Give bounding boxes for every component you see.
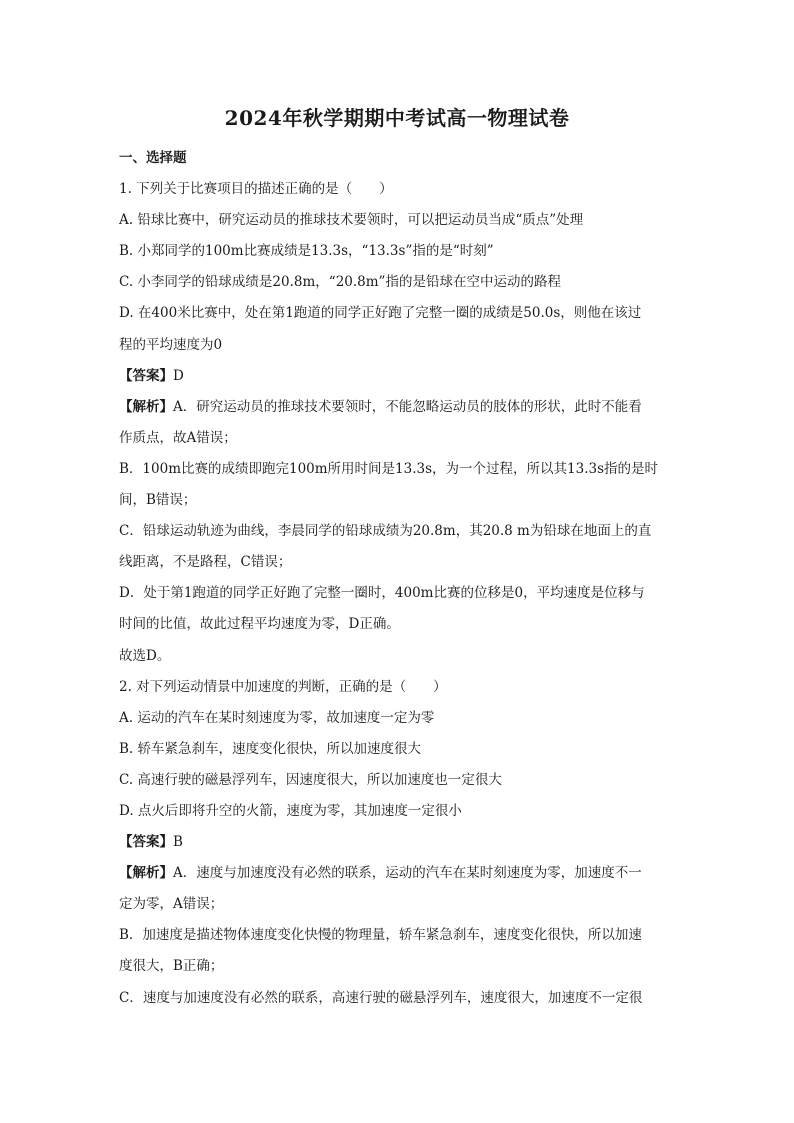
text-line (119, 889, 679, 920)
answer-label: 【答案】 (119, 834, 173, 851)
line-text: 间，B错误； (119, 492, 197, 509)
line-text: 故选D。 (119, 647, 171, 664)
line-text: D (173, 367, 184, 384)
section-heading: 一、选择题 (119, 150, 187, 166)
line-text: 2. 对下列运动情景中加速度的判断，正确的是（ ） (119, 678, 447, 695)
text-line (119, 547, 679, 578)
line-text: B．加速度是描述物体速度变化快慢的物理量，轿车紧急刹车，速度变化很快，所以加速 (119, 927, 642, 944)
line-text: A. 铅球比赛中，研究运动员的推球技术要领时，可以把运动员当成“质点”处理 (119, 212, 584, 229)
text-line (119, 516, 679, 547)
line-text: B. 轿车紧急刹车，速度变化很快，所以加速度很大 (119, 740, 422, 757)
line-text: A．速度与加速度没有必然的联系，运动的汽车在某时刻速度为零，加速度不一 (173, 865, 642, 882)
text-line (119, 454, 679, 485)
text-line (119, 298, 679, 329)
line-text: B. 小郑同学的100m比赛成绩是13.3s，“13.3s”指的是“时刻” (119, 243, 494, 260)
text-line (119, 423, 679, 454)
analysis-label: 【解析】 (119, 865, 173, 882)
text-line (119, 765, 679, 796)
text-line (119, 734, 679, 765)
line-text: A. 运动的汽车在某时刻速度为零，故加速度一定为零 (119, 709, 435, 726)
line-text: C. 高速行驶的磁悬浮列车，因速度很大，所以加速度也一定很大 (119, 771, 502, 788)
text-line (119, 174, 679, 205)
document-body (119, 143, 679, 1014)
text-line (119, 236, 679, 267)
text-line (119, 703, 679, 734)
analysis-label: 【解析】 (119, 398, 173, 415)
line-text: B．100m比赛的成绩即跑完100m所用时间是13.3s，为一个过程，所以其13.3s指的是时 (119, 460, 659, 477)
page-title: 2024年秋学期期中考试高一物理试卷 (224, 106, 570, 130)
line-text: D. 点火后即将升空的火箭，速度为零，其加速度一定很小 (119, 802, 462, 819)
text-line (119, 951, 679, 982)
text-line (119, 330, 679, 361)
text-line (119, 361, 679, 392)
line-text: 程的平均速度为0 (119, 336, 223, 353)
line-text: 时间的比值，故此过程平均速度为零，D正确。 (119, 616, 400, 633)
text-line (119, 983, 679, 1014)
text-line (119, 796, 679, 827)
line-text: C. 小李同学的铅球成绩是20.8m，“20.8m”指的是铅球在空中运动的路程 (119, 274, 561, 291)
line-text: B (173, 834, 183, 851)
text-line (119, 641, 679, 672)
text-line (119, 485, 679, 516)
text-lines (119, 174, 679, 1014)
text-line (119, 858, 679, 889)
line-text: 定为零，A错误； (119, 896, 224, 913)
text-line (119, 392, 679, 423)
line-text: C．铅球运动轨迹为曲线，李晨同学的铅球成绩为20.8m，其20.8 m为铅球在地面上的直 (119, 523, 652, 540)
line-text: 线距离，不是路程，C错误； (119, 554, 292, 571)
line-text: D. 在400米比赛中，处在第1跑道的同学正好跑了完整一圈的成绩是50.0s，则他在该过 (119, 305, 642, 322)
line-text: 度很大，B正确； (119, 958, 224, 975)
text-line (119, 672, 679, 703)
answer-label: 【答案】 (119, 367, 173, 384)
line-text: C．速度与加速度没有必然的联系，高速行驶的磁悬浮列车，速度很大，加速度不一定很 (119, 989, 643, 1006)
text-line (119, 205, 679, 236)
text-line (119, 920, 679, 951)
text-line (119, 827, 679, 858)
line-text: 1. 下列关于比赛项目的描述正确的是（ ） (119, 181, 393, 198)
text-line (119, 578, 679, 609)
line-text: 作质点，故A错误； (119, 429, 237, 446)
text-line (119, 267, 679, 298)
line-text: D．处于第1跑道的同学正好跑了完整一圈时，400m比赛的位移是0，平均速度是位移与 (119, 585, 645, 602)
line-text: A．研究运动员的推球技术要领时，不能忽略运动员的肢体的形状，此时不能看 (173, 398, 642, 415)
text-line (119, 609, 679, 640)
